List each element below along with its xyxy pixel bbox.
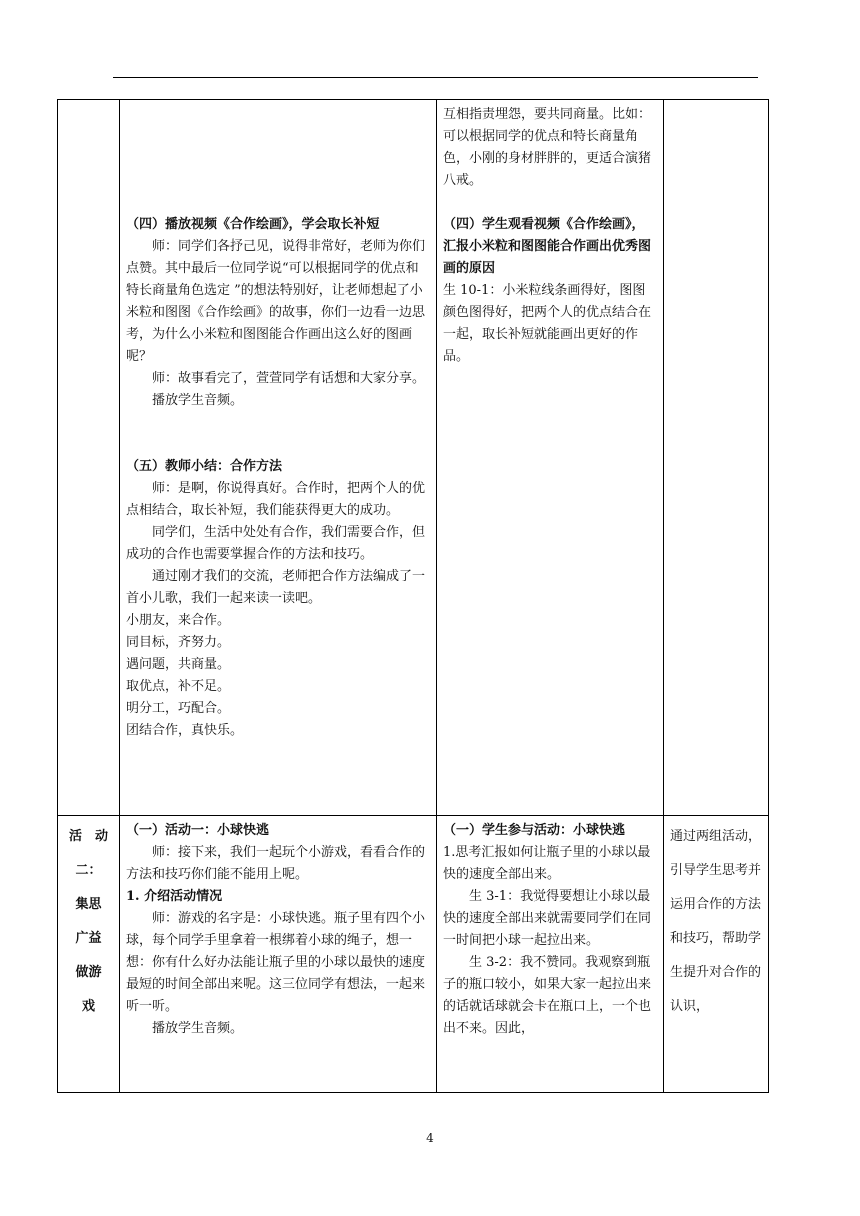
table-row	[58, 100, 769, 816]
page-number: 4	[426, 1131, 434, 1145]
activity-label-cell	[58, 816, 120, 1093]
student-activity-cell	[437, 816, 664, 1093]
header-rule	[113, 77, 758, 78]
section-heading: （一）学生参与活动：小球快逃	[443, 823, 626, 838]
poem-line: 遇问题，共商量。	[126, 657, 231, 672]
paragraph: 播放学生音频。	[152, 1021, 244, 1036]
activity-label-line: 集思	[75, 897, 102, 912]
paragraph: 播放学生音频。	[152, 393, 244, 408]
paragraph: 互相指责埋怨，要共同商量。比如：可以根据同学的优点和特长商量角色，小刚的身材胖胖的，更适合演猪八戒。	[443, 107, 652, 188]
teacher-activity-cell	[120, 816, 437, 1093]
poem-line: 小朋友，来合作。	[126, 613, 231, 628]
activity-label-line: 做游	[75, 965, 102, 980]
activity-label-line: 二：	[75, 863, 102, 878]
paragraph: 生 10-1：小米粒线条画得好，图图颜色图得好，把两个人的优点结合在一起，取长补短就能画出更好的作品。	[443, 283, 652, 364]
student-activity-cell	[437, 100, 664, 816]
paragraph: 同学们，生活中处处有合作，我们需要合作，但成功的合作也需要掌握合作的方法和技巧。	[126, 525, 426, 562]
paragraph: 师：是啊，你说得真好。合作时，把两个人的优点相结合，取长补短，我们能获得更大的成功。	[126, 481, 426, 518]
design-intent-cell	[664, 816, 769, 1093]
subheading: 1. 介绍活动情况	[126, 889, 223, 904]
poem-line: 同目标，齐努力。	[126, 635, 231, 650]
paragraph: 师：同学们各抒己见，说得非常好，老师为你们点赞。其中最后一位同学说“可以根据同学的优点和特长商量角色选定 ”的想法特别好，让老师想起了小米粒和图图《合作绘画》的故事，你们一边看一边思考，为什么小米粒和图图能合作画出这么好的图画呢？	[126, 239, 426, 364]
activity-label-line: 广益	[75, 931, 102, 946]
design-intent-cell	[664, 100, 769, 816]
section-heading: （四）学生观看视频《合作绘画》，汇报小米粒和图图能合作画出优秀图画的原因	[443, 217, 652, 276]
poem-line: 团结合作，真快乐。	[126, 723, 244, 738]
paragraph: 通过刚才我们的交流，老师把合作方法编成了一首小儿歌，我们一起来读一读吧。	[126, 569, 426, 606]
activity-label-line: 活 动	[68, 829, 108, 844]
table-row	[58, 816, 769, 1093]
paragraph: 师：故事看完了，萱萱同学有话想和大家分享。	[152, 371, 426, 386]
paragraph: 生 3-2：我不赞同。我观察到瓶子的瓶口较小，如果大家一起拉出来的话就话球就会卡在瓶口上，一个也出不来。因此，	[443, 955, 652, 1036]
poem-line: 明分工，巧配合。	[126, 701, 231, 716]
paragraph: 师：游戏的名字是：小球快逃。瓶子里有四个小球，每个同学手里拿着一根绑着小球的绳子，想一想：你有什么好办法能让瓶子里的小球以最快的速度最短的时间全部出来呢。这三位同学有想法，一起来听一听。	[126, 911, 426, 1014]
activity-cell	[58, 100, 120, 816]
paragraph: 生 3-1：我觉得要想让小球以最快的速度全部出来就需要同学们在同一时间把小球一起拉出来。	[443, 889, 652, 948]
section-heading: （一）活动一：小球快逃	[126, 823, 270, 838]
teacher-activity-cell	[120, 100, 437, 816]
lesson-plan-table	[57, 99, 769, 1093]
activity-label-line: 戏	[81, 999, 95, 1014]
paragraph: 师：接下来，我们一起玩个小游戏，看看合作的方法和技巧你们能不能用上呢。	[126, 845, 426, 882]
paragraph: 1.思考汇报如何让瓶子里的小球以最快的速度全部出来。	[443, 845, 651, 882]
section-heading: （五）教师小结：合作方法	[126, 459, 283, 474]
design-intent-text: 通过两组活动，引导学生思考并运用合作的方法和技巧，帮助学生提升对合作的认识，	[670, 829, 762, 1014]
section-heading: （四）播放视频《合作绘画》，学会取长补短	[126, 217, 380, 232]
poem-line: 取优点，补不足。	[126, 679, 231, 694]
